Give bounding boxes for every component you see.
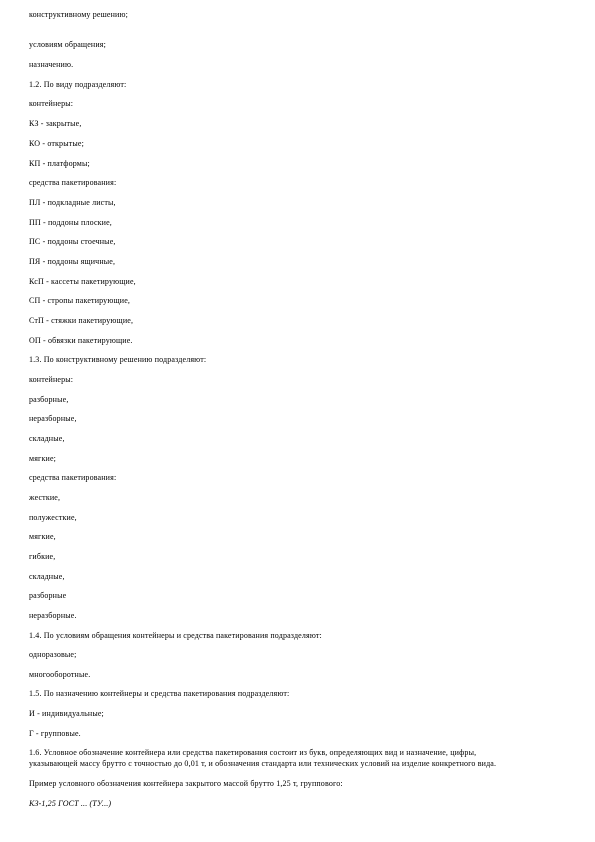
list-item: складные, bbox=[29, 572, 65, 581]
list-item: разборные, bbox=[29, 395, 69, 404]
text-line: конструктивному решению; bbox=[29, 10, 128, 19]
text-line: контейнеры: bbox=[29, 375, 74, 384]
list-item: гибкие, bbox=[29, 552, 56, 561]
list-item: КО - открытые; bbox=[29, 139, 84, 148]
section-heading: 1.3. По конструктивному решению подразделяют: bbox=[29, 355, 207, 364]
list-item: полужесткие, bbox=[29, 513, 77, 522]
list-item: жесткие, bbox=[29, 493, 61, 502]
list-item: неразборные. bbox=[29, 611, 77, 620]
list-item: неразборные, bbox=[29, 414, 77, 423]
list-item: КП - платформы; bbox=[29, 159, 90, 168]
text-line: средства пакетирования: bbox=[29, 178, 117, 187]
paragraph-line: указывающей массу брутто с точностью до 0,01 т, и обозначения стандарта или технических условий на изделие конкретного вида. bbox=[29, 759, 497, 768]
text-line: контейнеры: bbox=[29, 99, 74, 108]
list-item: ПЛ - подкладные листы, bbox=[29, 198, 116, 207]
list-item: многооборотные. bbox=[29, 670, 91, 679]
section-heading: 1.4. По условиям обращения контейнеры и средства пакетирования подразделяют: bbox=[29, 631, 322, 640]
list-item: одноразовые; bbox=[29, 650, 77, 659]
list-item: мягкие, bbox=[29, 532, 56, 541]
list-item: складные, bbox=[29, 434, 65, 443]
list-item: разборные bbox=[29, 591, 67, 600]
list-item: ОП - обвязки пакетирующие. bbox=[29, 336, 133, 345]
list-item: ПЯ - поддоны ящичные, bbox=[29, 257, 116, 266]
paragraph-line: 1.6. Условное обозначение контейнера или средства пакетирования состоит из букв, определяющих вид и назначение, цифры, bbox=[29, 748, 477, 757]
list-item: мягкие; bbox=[29, 454, 57, 463]
list-item: СП - стропы пакетирующие, bbox=[29, 296, 131, 305]
section-heading: 1.5. По назначению контейнеры и средства пакетирования подразделяют: bbox=[29, 689, 290, 698]
list-item: КЗ - закрытые, bbox=[29, 119, 82, 128]
text-line: назначению. bbox=[29, 60, 74, 69]
designation-example: КЗ-1,25 ГОСТ ... (ТУ...) bbox=[29, 799, 112, 808]
paragraph-line: Пример условного обозначения контейнера закрытого массой брутто 1,25 т, группового: bbox=[29, 779, 343, 788]
list-item: КсП - кассеты пакетирующие, bbox=[29, 277, 136, 286]
section-heading: 1.2. По виду подразделяют: bbox=[29, 80, 127, 89]
list-item: И - индивидуальные; bbox=[29, 709, 104, 718]
text-line: средства пакетирования: bbox=[29, 473, 117, 482]
list-item: ПС - поддоны стоечные, bbox=[29, 237, 116, 246]
list-item: СтП - стяжки пакетирующие, bbox=[29, 316, 134, 325]
text-line: условиям обращения; bbox=[29, 40, 106, 49]
list-item: ПП - поддоны плоские, bbox=[29, 218, 112, 227]
list-item: Г - групповые. bbox=[29, 729, 81, 738]
